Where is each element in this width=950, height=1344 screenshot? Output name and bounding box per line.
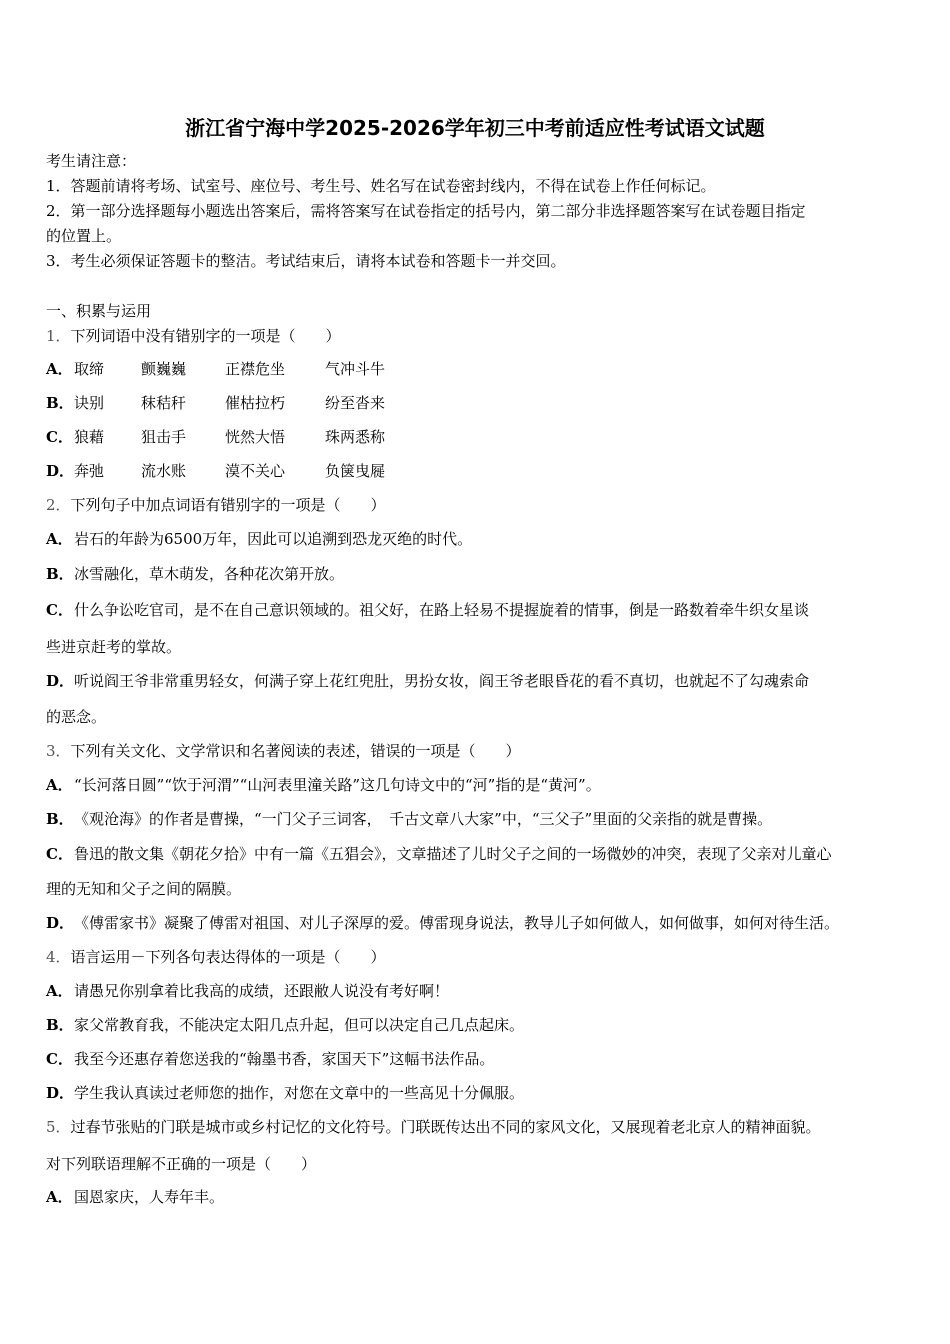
question-5-stem-cont: 对下列联语理解不正确的一项是（ ） <box>46 1155 317 1173</box>
option-label: B． <box>46 1016 74 1034</box>
option-label: A． <box>46 360 73 378</box>
question-3 <box>46 741 521 761</box>
question-stem: 语言运用－下列各句表达得体的一项是（ ） <box>70 948 386 966</box>
option-word: 气冲斗牛 <box>325 360 386 378</box>
q2-option-c-cont: 些进京赶考的掌故。 <box>46 638 182 656</box>
section-heading: 一、积累与运用 <box>46 302 152 320</box>
option-label: B． <box>46 565 74 583</box>
notice-heading: 考生请注意： <box>46 152 137 170</box>
q2-option-d-cont: 的恶念。 <box>46 708 107 726</box>
option-label: C． <box>46 428 73 446</box>
option-word: 负箧曳屣 <box>325 462 386 480</box>
question-5 <box>46 1117 821 1137</box>
option-text: 我至今还惠存着您送我的“翰墨书香，家国天下”这幅书法作品。 <box>74 1050 495 1068</box>
q4-option-b <box>46 1015 524 1035</box>
option-text: 什么争讼吃官司，是不在自己意识领域的。祖父好，在路上轻易不提握旋着的情事，倒是一路数着牵牛织女星谈 <box>74 601 810 619</box>
exam-title: 浙江省宁海中学2025-2026学年初三中考前适应性考试语文试题 <box>185 116 765 140</box>
q4-option-d <box>46 1083 524 1103</box>
option-word: 诀别 <box>74 394 105 412</box>
q3-option-c <box>46 844 832 864</box>
q4-option-c <box>46 1049 494 1069</box>
q2-option-b <box>46 564 344 584</box>
option-word: 纷至沓来 <box>325 394 386 412</box>
question-number: 2． <box>46 496 71 514</box>
option-text: 请愚兄你别拿着比我高的成绩，还跟敝人说没有考好啊！ <box>74 982 450 1000</box>
question-2 <box>46 495 386 515</box>
option-word: 恍然大悟 <box>225 428 286 446</box>
q3-option-a <box>46 775 601 795</box>
option-label: D． <box>46 1084 75 1102</box>
q1-option-a <box>46 359 385 379</box>
option-label: A． <box>46 530 73 548</box>
option-text: 国恩家庆，人寿年丰。 <box>74 1188 225 1206</box>
option-label: C． <box>46 845 73 863</box>
option-word: 奔弛 <box>74 462 105 480</box>
q1-option-c <box>46 427 385 447</box>
notice-item-3: 3．考生必须保证答题卡的整洁。考试结束后，请将本试卷和答题卡一并交回。 <box>46 252 566 270</box>
q5-option-a <box>46 1187 224 1207</box>
option-label: A． <box>46 776 73 794</box>
option-label: B． <box>46 394 74 412</box>
option-text: 学生我认真读过老师您的拙作，对您在文章中的一些高见十分佩服。 <box>74 1084 525 1102</box>
option-word: 取缔 <box>74 360 105 378</box>
q2-option-c <box>46 600 809 620</box>
option-text: 鲁迅的散文集《朝花夕拾》中有一篇《五猖会》，文章描述了儿时父子之间的一场微妙的冲突，表现了父亲对儿童心 <box>74 845 832 863</box>
option-label: A． <box>46 982 73 1000</box>
q4-option-a <box>46 981 449 1001</box>
question-stem: 下列有关文化、文学常识和名著阅读的表述，错误的一项是（ ） <box>70 742 521 760</box>
option-word: 催枯拉朽 <box>225 394 286 412</box>
option-text: 听说阎王爷非常重男轻女，何满子穿上花红兜肚，男扮女妆，阎王爷老眼昏花的看不真切，也就起不了勾魂索命 <box>74 672 810 690</box>
option-text: 冰雪融化，草木萌发，各种花次第开放。 <box>74 565 345 583</box>
option-label: D． <box>46 914 75 932</box>
option-text: 家父常教育我，不能决定太阳几点升起，但可以决定自己几点起床。 <box>74 1016 525 1034</box>
option-text: 《傅雷家书》凝聚了傅雷对祖国、对儿子深厚的爱。傅雷现身说法，教导儿子如何做人，如何做事，如何对待生活。 <box>74 914 840 932</box>
option-word: 漠不关心 <box>225 462 286 480</box>
q3-option-d <box>46 913 839 933</box>
q2-option-d <box>46 671 809 691</box>
option-label: D． <box>46 462 75 480</box>
option-text: 岩石的年龄为6500万年，因此可以追溯到恐龙灭绝的时代。 <box>74 530 473 548</box>
question-number: 4． <box>46 948 71 966</box>
option-text: 《观沧海》的作者是曹操，“一门父子三词客， 千古文章八大家”中，“三父子”里面的父亲指的就是曹操。 <box>74 810 773 828</box>
notice-item-1: 1．答题前请将考场、试室号、座位号、考生号、姓名写在试卷密封线内，不得在试卷上作任何标记。 <box>46 177 716 195</box>
option-text: “长河落日圆”“饮于河渭”“山河表里潼关路”这几句诗文中的“河”指的是“黄河”。 <box>74 776 601 794</box>
question-stem: 下列词语中没有错别字的一项是（ ） <box>70 327 341 345</box>
question-4 <box>46 947 386 967</box>
notice-item-2-cont: 的位置上。 <box>46 227 122 245</box>
question-number: 3． <box>46 742 71 760</box>
option-word: 珠两悉称 <box>325 428 386 446</box>
notice-item-2: 2．第一部分选择题每小题选出答案后，需将答案写在试卷指定的括号内，第二部分非选择题答案写在试卷题目指定 <box>46 202 806 220</box>
question-number: 5． <box>46 1118 71 1136</box>
q1-option-b <box>46 393 385 413</box>
q2-option-a <box>46 529 472 549</box>
option-word: 颤巍巍 <box>141 360 187 378</box>
option-label: A． <box>46 1188 73 1206</box>
question-1 <box>46 326 341 346</box>
option-word: 流水账 <box>141 462 187 480</box>
option-label: C． <box>46 1050 73 1068</box>
option-label: C． <box>46 601 73 619</box>
question-stem: 过春节张贴的门联是城市或乡村记忆的文化符号。门联既传达出不同的家风文化，又展现着老北京人的精神面貌。 <box>70 1118 821 1136</box>
option-word: 秣秸秆 <box>141 394 187 412</box>
option-word: 狙击手 <box>141 428 187 446</box>
option-word: 狼藉 <box>74 428 105 446</box>
q1-option-d <box>46 461 385 481</box>
option-label: D． <box>46 672 75 690</box>
option-word: 正襟危坐 <box>225 360 286 378</box>
q3-option-b <box>46 809 772 829</box>
q3-option-c-cont: 理的无知和父子之间的隔膜。 <box>46 880 242 898</box>
option-label: B． <box>46 810 74 828</box>
question-number: 1． <box>46 327 71 345</box>
question-stem: 下列句子中加点词语有错别字的一项是（ ） <box>70 496 386 514</box>
